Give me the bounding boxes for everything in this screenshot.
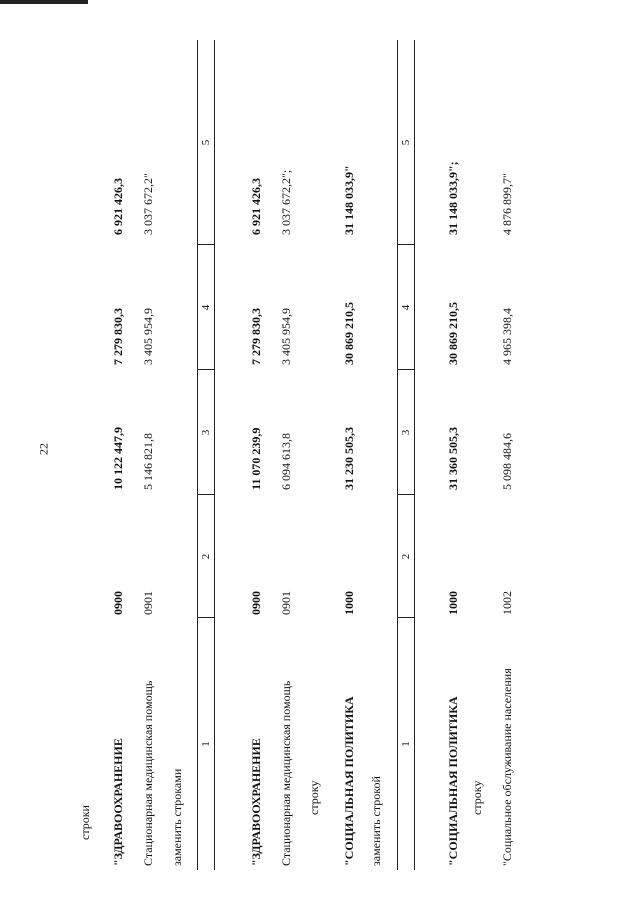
row-value-3: 6 921 426,3 <box>249 178 263 235</box>
row-value-1: 31 360 505,3 <box>446 427 460 490</box>
document-content <box>70 40 520 870</box>
row-value-1: 6 094 613,8 <box>279 433 293 490</box>
label-stroki: строки <box>78 805 92 840</box>
label-replace-row: заменить строкой <box>369 776 383 866</box>
row-value-3: 4 876 899,7" <box>500 173 514 235</box>
table-row <box>496 40 518 870</box>
row-code: 1000 <box>342 591 356 615</box>
table-row <box>442 40 464 870</box>
row-name: "СОЦИАЛЬНАЯ ПОЛИТИКА <box>446 696 460 866</box>
row-name: "ЗДРАВООХРАНЕНИЕ <box>249 738 263 866</box>
table-row <box>245 40 267 870</box>
row-name: "Социальное обслуживание населения <box>500 668 514 866</box>
row-value-2: 7 279 830,3 <box>111 308 125 365</box>
row-value-3: 3 037 672,2" <box>141 173 155 235</box>
row-code: 0900 <box>111 591 125 615</box>
row-name: Стационарная медицинская помощь <box>279 680 293 866</box>
row-value-2: 3 405 954,9 <box>141 308 155 365</box>
row-value-1: 5 098 484,6 <box>500 433 514 490</box>
header-col-5: 5 <box>400 139 412 146</box>
label-stroku: строку <box>307 780 321 815</box>
header-col-2: 2 <box>200 553 212 560</box>
row-name: Стационарная медицинская помощь <box>141 680 155 866</box>
row-value-2: 4 965 398,4 <box>500 308 514 365</box>
row-name: "ЗДРАВООХРАНЕНИЕ <box>111 738 125 866</box>
row-code: 0900 <box>249 591 263 615</box>
row-code: 1000 <box>446 591 460 615</box>
header-col-1: 1 <box>400 741 412 747</box>
row-value-2: 30 869 210,5 <box>342 302 356 365</box>
table-row <box>275 40 297 870</box>
header-col-1: 1 <box>200 741 212 747</box>
row-value-1: 10 122 447,9 <box>111 427 125 490</box>
header-col-4: 4 <box>400 304 412 311</box>
page-number: 22 <box>36 443 51 455</box>
header-col-5: 5 <box>200 139 212 146</box>
row-value-1: 5 146 821,8 <box>141 433 155 490</box>
table-row <box>137 40 159 870</box>
table-row <box>107 40 129 870</box>
row-value-2: 3 405 954,9 <box>279 308 293 365</box>
row-value-1: 31 230 505,3 <box>342 427 356 490</box>
row-code: 1002 <box>500 591 514 615</box>
row-value-3: 31 148 033,9"; <box>446 161 460 235</box>
column-header-row <box>397 40 415 870</box>
row-code: 0901 <box>141 591 155 615</box>
column-header-row <box>197 40 215 870</box>
header-col-2: 2 <box>400 553 412 560</box>
row-value-1: 11 070 239,9 <box>249 427 263 490</box>
row-code: 0901 <box>279 591 293 615</box>
row-value-3: 6 921 426,3 <box>111 178 125 235</box>
header-col-3: 3 <box>200 429 212 436</box>
header-col-4: 4 <box>200 304 212 311</box>
header-col-3: 3 <box>400 429 412 436</box>
row-name: "СОЦИАЛЬНАЯ ПОЛИТИКА <box>342 696 356 866</box>
row-value-3: 3 037 672,2"; <box>279 169 293 235</box>
row-value-2: 7 279 830,3 <box>249 308 263 365</box>
row-value-2: 30 869 210,5 <box>446 302 460 365</box>
top-edge-bar <box>0 0 88 4</box>
row-value-3: 31 148 033,9" <box>342 165 356 235</box>
table-row <box>338 40 360 870</box>
label-replace-rows: заменить строками <box>170 768 184 866</box>
label-stroku-2: строку <box>470 780 484 815</box>
